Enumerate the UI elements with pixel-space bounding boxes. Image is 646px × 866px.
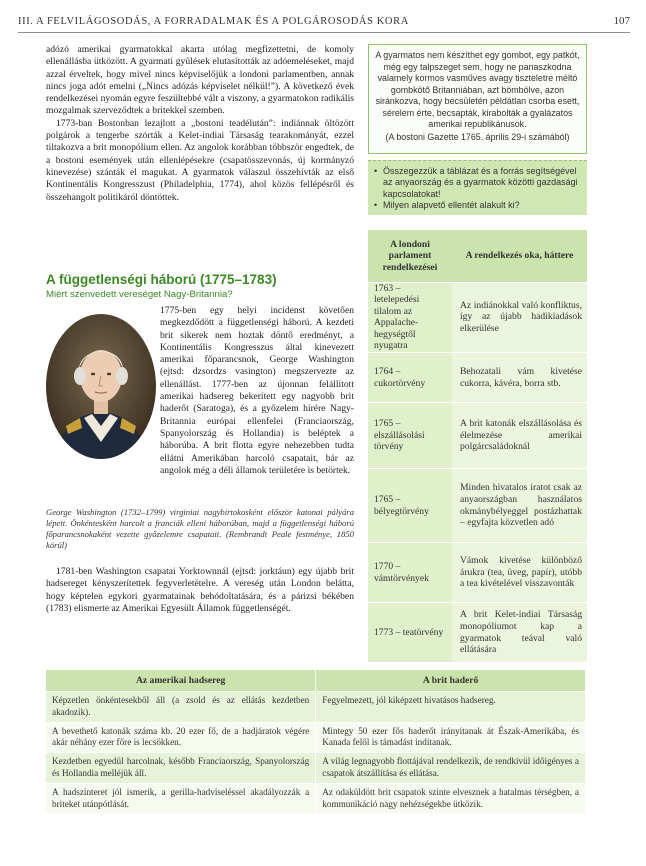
army-header-american: Az amerikai hadsereg (46, 670, 316, 692)
portrait-illustration (46, 314, 156, 459)
war-paragraph (160, 305, 354, 477)
section-subtitle: Miért szenvedett vereséget Nagy-Britannia? (46, 289, 233, 300)
decree-year: 1763 – letelepedési tilalom az Appalache-hegységtől nyugatra (368, 282, 452, 353)
quote-text: A gyarmatos nem készíthet egy gombot, egy patkót, még egy talpszeget sem, hogy ne panaszkodna valamely kormos vasműves avagy tiszteletre méltó gombkötő Britanniában, azt bömbölve, azon siránkozva, hogy becsületén példátlan csorba esett, sérelem érte, becsapták, kirabolták a gyalázatos amerikai republikánusok. (375, 50, 580, 129)
army-cell: Képzetlen önkéntesekből áll (a zsold és az ellátás kezdetben akadozik). (46, 692, 316, 723)
page-number: 107 (613, 15, 630, 27)
washington-portrait (46, 314, 156, 459)
decree-year: 1765 – bélyegtörvény (368, 469, 452, 543)
army-cell: Mintegy 50 ezer fős haderőt irányítanak át Észak-Amerikába, és Kanada felől is támadást indítanak. (316, 722, 586, 753)
decree-reason: A brit katonák elszállásolása és élelmezése amerikai polgárcsaládoknál (452, 403, 587, 469)
decree-row (368, 353, 587, 403)
table-row (46, 783, 586, 813)
decree-reason: A brit Kelet-indiai Társaság monopóliumot kap a gyarmatok teával való ellátására (452, 603, 587, 663)
table-row (46, 753, 586, 784)
intro-text (46, 44, 354, 204)
table-row (46, 722, 586, 753)
decree-year: 1770 – vámtörvények (368, 543, 452, 603)
decree-year: 1764 – cukortörvény (368, 353, 452, 403)
closing-text: 1781-ben Washington csapatai Yorktownnál (ejtsd: jorktáun) egy újabb brit hadsereget kényszerítettek fegyverletételre. A vereség után London belátta, hogy képtelen egykori gyarmatainak behódoltatására, és a párizsi békében (1783) elismerte az Amerikai Egyesült Államok függetlenségét. (46, 566, 354, 614)
decree-reason: Az indiánokkal való konfliktus, így az újabb hadikiadások elkerülése (452, 282, 587, 353)
army-cell: A világ legnagyobb flottájával rendelkezik, de rendkívül időigényes a csapatok átszállítása és ellátása. (316, 753, 586, 784)
running-header (18, 14, 630, 33)
war-text: 1775-ben egy helyi incidenst követően megkezdődött a függetlenségi háború. A kezdeti brit sikerek nem hoztak döntő eredményt, a Kontinentális Kongresszus által kinevezett amerikai főparancsnok, George Washington (ejtsd: dzsordzs vasington) megszervezte az ellenállást. 1777-ben az újonnan felállított amerikai hadsereg bekerített egy nagyobb brit haderőt (Saratoga), és a győzelem hírére Nagy-Britannia európai ellenfelei (Franciaország, Spanyolország és Hollandia) is beléptek a háborúba. A brit flotta egyre nehezebben tudta ellátni Amerikában harcoló csapatait, bár az angolok még a déli államok területére is betörtek. (160, 305, 354, 476)
army-cell: A hadszínteret jól ismerik, a gerilla-hadviseléssel akadályozzák a briteket utánpótlását. (46, 783, 316, 813)
decree-reason: Minden hivatalos iratot csak az anyaországban használatos okmánybélyeggel postázhattak – egyfajta közvetlen adó (452, 469, 587, 543)
decree-row (368, 282, 587, 353)
army-comparison-table (46, 670, 586, 813)
decree-year: 1773 – teatörvény (368, 603, 452, 663)
decree-header-year: A londoni parlament rendelkezései (368, 230, 452, 282)
decree-row (368, 603, 587, 663)
quote-source: (A bostoni Gazette 1765. április 29-i számából) (385, 131, 570, 142)
table-row (46, 692, 586, 723)
task-box (368, 160, 587, 215)
decree-year: 1765 – elszállásolási törvény (368, 403, 452, 469)
decree-row (368, 543, 587, 603)
decree-header-reason: A rendelkezés oka, háttere (452, 230, 587, 282)
army-cell: Az odaküldött brit csapatok szinte elvesznek a hatalmas térségben, a kommunikáció nagy nehézségekbe ütközik. (316, 783, 586, 813)
decree-row (368, 469, 587, 543)
army-cell: Kezdetben egyedül harcolnak, később Franciaország, Spanyolország és Hollandia melléjük áll. (46, 753, 316, 784)
decree-reason: Vámok kivetése különböző árukra (tea, üveg, papír), utóbb a tea kivételével visszavonták (452, 543, 587, 603)
intro-paragraph-2: 1773-ban Bostonban lezajlott a „bostoni teadélután”: indiánnak öltözött polgárok a tengerbe szórták a Kelet-indiai Társaság tearakományát, ezzel tiltakozva a brit monopólium ellen. Az angolok korábban többször engedtek, de a bostoni események után ellenlépésekre (csapatösszevonás, új kormányzó kinevezése) szánták el magukat. A gyarmatok válaszul összehívták az első Kontinentális Kongresszust (Philadelphia, 1774), ahol közös fellépésről és összehangolt politikáról döntöttek. (46, 117, 354, 203)
task-item: • Milyen alapvető ellentét alakult ki? (374, 200, 581, 211)
army-cell: Fegyelmezett, jól kiképzett hivatásos hadsereg. (316, 692, 586, 723)
decree-table (368, 230, 587, 663)
decree-reason: Behozatali vám kivetése cukorra, kávéra, borra stb. (452, 353, 587, 403)
portrait-caption: George Washington (1732–1799) virginiai nagybirtokosként először katonai pályára lépett. Önkéntesként harcolt a franciák elleni háborúban, majd a függetlenségi háború főparancsnokaként vezette győzelemre csapatait. (Rembrandt Peale festménye, 1850 körül) (46, 507, 354, 550)
decree-row (368, 403, 587, 469)
section-title: A függetlenségi háború (1775–1783) (46, 272, 277, 287)
army-cell: A bevethető katonák száma kb. 20 ezer fő, de a hadjáratok végére akár néhány ezer főre is lecsökken. (46, 722, 316, 753)
running-title: III. A FELVILÁGOSODÁS, A FORRADALMAK ÉS A POLGÁROSODÁS KORA (18, 16, 409, 27)
army-header-british: A brit haderő (316, 670, 586, 692)
source-quote-box (368, 44, 587, 154)
intro-paragraph-1: adózó amerikai gyarmatokkal akarta utólag megfizettetni, de komoly ellenállásba ütközött. A gyarmati gyűlések elutasították az adóemeléseket, majd azzal érveltek, hogy mivel nincs képviselőjük a londoni parlamentben, annak nincs joga adót emelni („Nincs adózás képviselet nélkül!”). A következő évek rendelkezései nyomán egyre feszültebbé vált a viszony, a gyarmatokon radikális mozgalmak szerveződtek a britekkel szemben. (46, 44, 354, 117)
closing-paragraph (46, 566, 354, 615)
task-item: • Összegezzük a táblázat és a forrás segítségével az anyaország és a gyarmatok közötti gazdasági kapcsolatokat! (374, 166, 581, 200)
